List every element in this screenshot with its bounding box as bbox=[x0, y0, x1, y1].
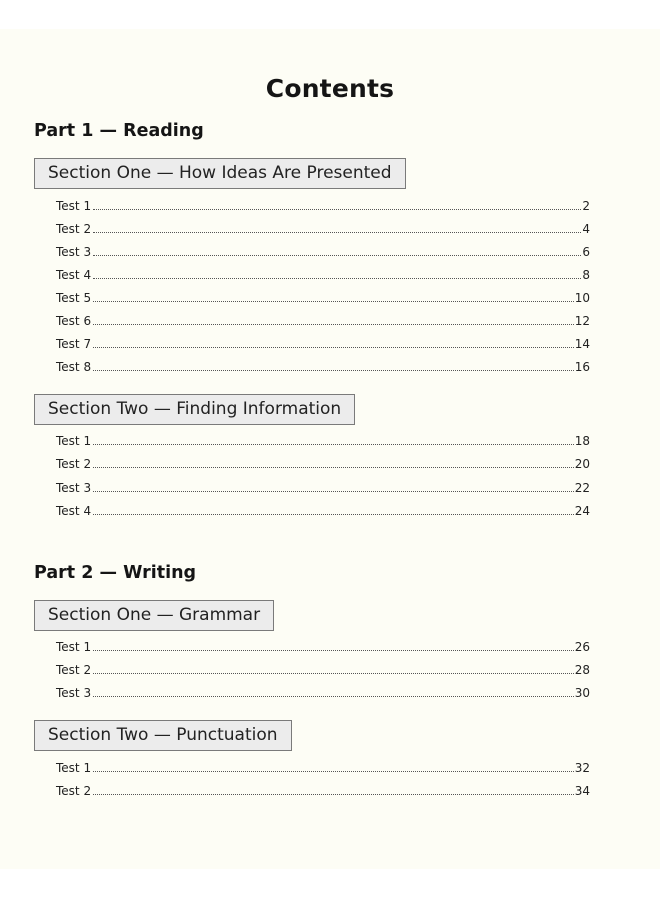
entry-label: Test 2 bbox=[56, 663, 92, 677]
entry-page-number: 14 bbox=[574, 337, 590, 351]
entry-label: Test 1 bbox=[56, 761, 92, 775]
toc-entry[interactable] bbox=[56, 661, 590, 677]
dot-leader bbox=[93, 513, 574, 515]
entry-label: Test 4 bbox=[56, 504, 92, 518]
part-2-heading: Part 2 — Writing bbox=[34, 563, 197, 583]
dot-leader bbox=[93, 231, 581, 233]
entry-label: Test 7 bbox=[56, 337, 92, 351]
dot-leader bbox=[93, 490, 574, 492]
entry-page-number: 10 bbox=[574, 291, 590, 305]
toc-entry[interactable] bbox=[56, 289, 590, 305]
toc-entry[interactable] bbox=[56, 502, 590, 518]
dot-leader bbox=[93, 277, 581, 279]
dot-leader bbox=[93, 208, 581, 210]
entry-page-number: 8 bbox=[582, 268, 590, 282]
entry-label: Test 2 bbox=[56, 784, 92, 798]
dot-leader bbox=[93, 323, 574, 325]
entry-page-number: 2 bbox=[582, 199, 590, 213]
toc-entry[interactable] bbox=[56, 455, 590, 471]
toc-entry[interactable] bbox=[56, 197, 590, 213]
section-heading-finding-information: Section Two — Finding Information bbox=[34, 394, 355, 425]
toc-entry[interactable] bbox=[56, 220, 590, 236]
entry-page-number: 30 bbox=[574, 686, 590, 700]
contents-page bbox=[0, 29, 660, 869]
entry-page-number: 34 bbox=[574, 784, 590, 798]
entry-label: Test 1 bbox=[56, 199, 92, 213]
toc-entry[interactable] bbox=[56, 358, 590, 374]
dot-leader bbox=[93, 443, 574, 445]
entry-page-number: 4 bbox=[582, 222, 590, 236]
entry-label: Test 2 bbox=[56, 222, 92, 236]
section-heading-grammar: Section One — Grammar bbox=[34, 600, 274, 631]
entry-page-number: 28 bbox=[574, 663, 590, 677]
toc-entry[interactable] bbox=[56, 759, 590, 775]
section-heading-punctuation: Section Two — Punctuation bbox=[34, 720, 292, 751]
toc-entry[interactable] bbox=[56, 638, 590, 654]
toc-entry[interactable] bbox=[56, 335, 590, 351]
entry-page-number: 32 bbox=[574, 761, 590, 775]
section-heading-how-ideas-are-presented: Section One — How Ideas Are Presented bbox=[34, 158, 406, 189]
dot-leader bbox=[93, 649, 574, 651]
entry-label: Test 6 bbox=[56, 314, 92, 328]
entry-label: Test 3 bbox=[56, 686, 92, 700]
entry-label: Test 3 bbox=[56, 245, 92, 259]
toc-entry[interactable] bbox=[56, 266, 590, 282]
toc-entry[interactable] bbox=[56, 312, 590, 328]
dot-leader bbox=[93, 369, 574, 371]
entry-page-number: 22 bbox=[574, 481, 590, 495]
dot-leader bbox=[93, 770, 574, 772]
dot-leader bbox=[93, 695, 574, 697]
entry-label: Test 2 bbox=[56, 457, 92, 471]
toc-entry[interactable] bbox=[56, 479, 590, 495]
entry-page-number: 12 bbox=[574, 314, 590, 328]
dot-leader bbox=[93, 672, 574, 674]
dot-leader bbox=[93, 346, 574, 348]
entry-label: Test 5 bbox=[56, 291, 92, 305]
dot-leader bbox=[93, 300, 574, 302]
toc-entry[interactable] bbox=[56, 243, 590, 259]
entry-page-number: 24 bbox=[574, 504, 590, 518]
entry-label: Test 1 bbox=[56, 640, 92, 654]
page-title: Contents bbox=[265, 74, 395, 103]
dot-leader bbox=[93, 254, 581, 256]
toc-entry[interactable] bbox=[56, 684, 590, 700]
entry-label: Test 1 bbox=[56, 434, 92, 448]
entry-page-number: 26 bbox=[574, 640, 590, 654]
entry-page-number: 20 bbox=[574, 457, 590, 471]
entry-label: Test 3 bbox=[56, 481, 92, 495]
toc-entry[interactable] bbox=[56, 432, 590, 448]
dot-leader bbox=[93, 466, 574, 468]
entry-page-number: 18 bbox=[574, 434, 590, 448]
entry-label: Test 4 bbox=[56, 268, 92, 282]
part-1-heading: Part 1 — Reading bbox=[34, 121, 204, 141]
toc-entry[interactable] bbox=[56, 782, 590, 798]
dot-leader bbox=[93, 793, 574, 795]
entry-label: Test 8 bbox=[56, 360, 92, 374]
entry-page-number: 16 bbox=[574, 360, 590, 374]
entry-page-number: 6 bbox=[582, 245, 590, 259]
